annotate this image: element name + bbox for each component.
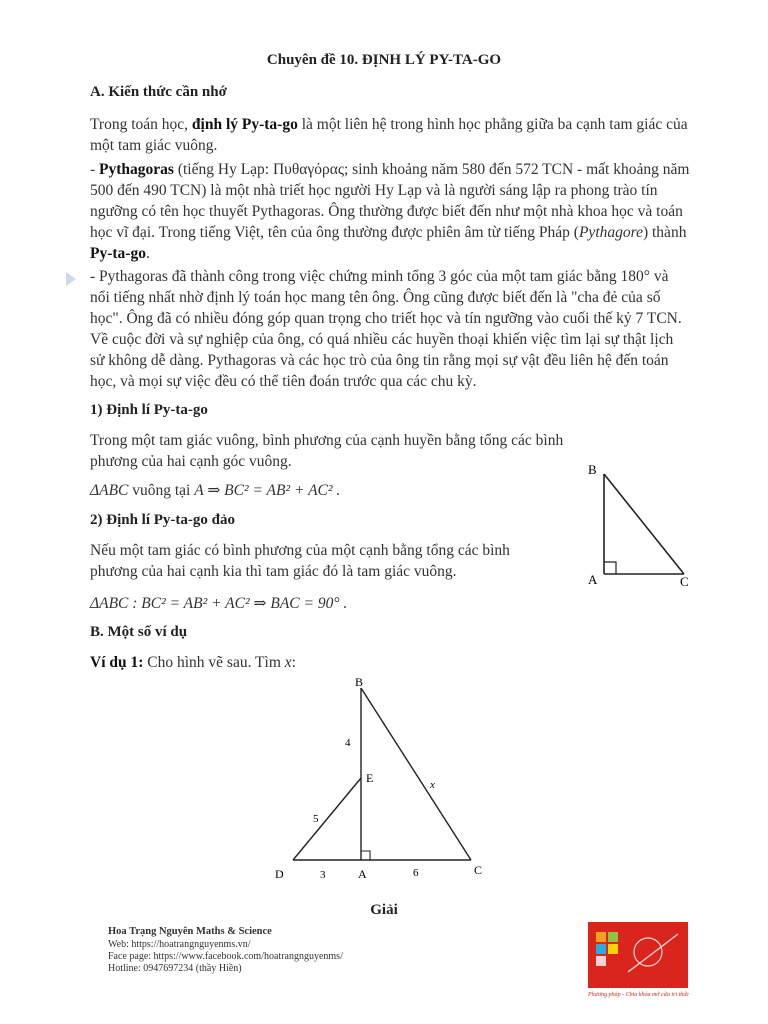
example1-figure [265, 670, 495, 890]
logo-swoosh-icon [628, 934, 678, 972]
point-d-label: D [275, 867, 284, 881]
example1-label: Ví dụ 1: [90, 654, 144, 671]
comment-marker [66, 272, 76, 286]
section-a-heading: A. Kiến thức cần nhớ [90, 84, 227, 100]
logo-caption: Phương pháp - Chia khóa mở cửa tri thức [588, 992, 690, 998]
organization-logo [588, 922, 688, 988]
vertex-b-label: B [588, 462, 597, 477]
theorem1-formula-mid: vuông tại [128, 482, 195, 499]
logo-square [596, 956, 606, 966]
segment-bc [361, 688, 471, 860]
bio1-dash: - [90, 161, 100, 178]
logo-square [596, 944, 606, 954]
theorem1-formula-post: A ⇒ BC² = AB² + AC² . [194, 482, 341, 499]
right-triangle-figure [578, 458, 718, 598]
bio1-end: . [145, 245, 150, 262]
theorem1-heading: 1) Định lí Py-ta-go [90, 402, 208, 418]
vertex-c-label: C [680, 574, 689, 589]
biography-paragraph-1 [90, 159, 690, 264]
bio1-name: Pythagoras [99, 161, 174, 178]
point-a-label: A [358, 867, 367, 881]
intro-post: là một liên hệ trong hình học phẳng giữa ba cạnh tam giác của một tam giác vuông. [90, 116, 688, 154]
point-c-label: C [474, 863, 483, 877]
logo-square [608, 944, 618, 954]
bio1-french: Pythagore [578, 224, 643, 241]
vertex-a-label: A [588, 572, 598, 587]
intro-bold: định lý Py-ta-go [191, 116, 298, 133]
logo-circle-icon [634, 938, 662, 966]
footer-org: Hoa Trạng Nguyên Maths & Science [108, 926, 272, 937]
length-da-label: 3 [320, 869, 326, 881]
length-bc-label: x [430, 779, 435, 791]
length-de-label: 5 [313, 813, 319, 825]
footer-web: Web: https://hoatrangnguyenms.vn/ [108, 939, 251, 950]
example1-colon: : [291, 654, 296, 671]
example1-var: x [284, 654, 292, 671]
logo-graphic [588, 922, 688, 988]
biography-paragraph-2: - Pythagoras đã thành công trong việc chứng minh tổng 3 góc của một tam giác bằng 180° và nổi tiếng nhất nhờ định lý toán học mang tên ông. Ông cũng được biết đến là "cha đẻ của số học". Ông đã có nhiều đóng góp quan trọng cho triết học và tín ngưỡng vào cuối thế kỷ 7 TCN. Về cuộc đời và sự nghiệp của ông, có quá nhiều các huyền thoại khiến việc tìm lại sự thật lịch sử không dễ dàng. Pythagoras và các học trò của ông tin rằng mọi sự vật đều liên hệ đến toán học, và mọi sự việc đều có thể tiên đoán trước qua các chu kỳ. [90, 268, 682, 390]
bio1-viet: Py-ta-go [90, 245, 146, 262]
intro-paragraph [90, 114, 690, 156]
solution-heading: Giải [370, 902, 398, 918]
bio1-text2: ) thành [642, 224, 687, 241]
theorem2-text: Nếu một tam giác có bình phương của một cạnh bằng tổng các bình phương của hai cạnh kia thì tam giác đó là tam giác vuông. [90, 542, 510, 580]
example1-text: Cho hình vẽ sau. Tìm [143, 654, 285, 671]
theorem1-text: Trong một tam giác vuông, bình phương của cạnh huyền bằng tổng các bình phương của hai cạnh góc vuông. [90, 432, 564, 470]
page-title: Chuyên đề 10. ĐỊNH LÝ PY-TA-GO [266, 52, 502, 68]
theorem1-formula-pre: ΔABC [90, 482, 129, 499]
right-angle-mark [604, 562, 616, 574]
segment-de [293, 778, 361, 860]
bio1-text1: (tiếng Hy Lạp: Πυθαγόρας; sinh khoảng năm 580 đến 572 TCN - mất khoảng năm 500 đến 490 TCN) là một nhà triết học người Hy Lạp và là người sáng lập ra phong trào tín ngưỡng có tên học thuyết Pythagoras. Ông thường được biết đến như một nhà khoa học và toán học vĩ đại. Trong tiếng Việt, tên của ông thường được phiên âm từ tiếng Pháp ( [90, 161, 690, 241]
logo-square [596, 932, 606, 942]
theorem2-formula: ΔABC : BC² = AB² + AC² ⇒ BAC = 90° . [90, 595, 348, 612]
point-e-label: E [366, 771, 374, 785]
theorem2-heading: 2) Định lí Py-ta-go đảo [90, 512, 236, 528]
right-angle-mark [361, 851, 370, 860]
point-b-label: B [355, 675, 364, 689]
footer-hotline: Hotline: 0947697234 (thầy Hiền) [108, 963, 242, 974]
section-b-heading: B. Một số ví dụ [90, 624, 188, 640]
footer-facebook: Face page: https://www.facebook.com/hoatrangnguyenms/ [108, 951, 343, 962]
side-bc [604, 474, 684, 574]
length-ac-label: 6 [413, 867, 419, 879]
length-be-label: 4 [345, 737, 351, 749]
logo-square [608, 932, 618, 942]
intro-pre: Trong toán học, [90, 116, 192, 133]
theorem1-formula [90, 480, 420, 501]
